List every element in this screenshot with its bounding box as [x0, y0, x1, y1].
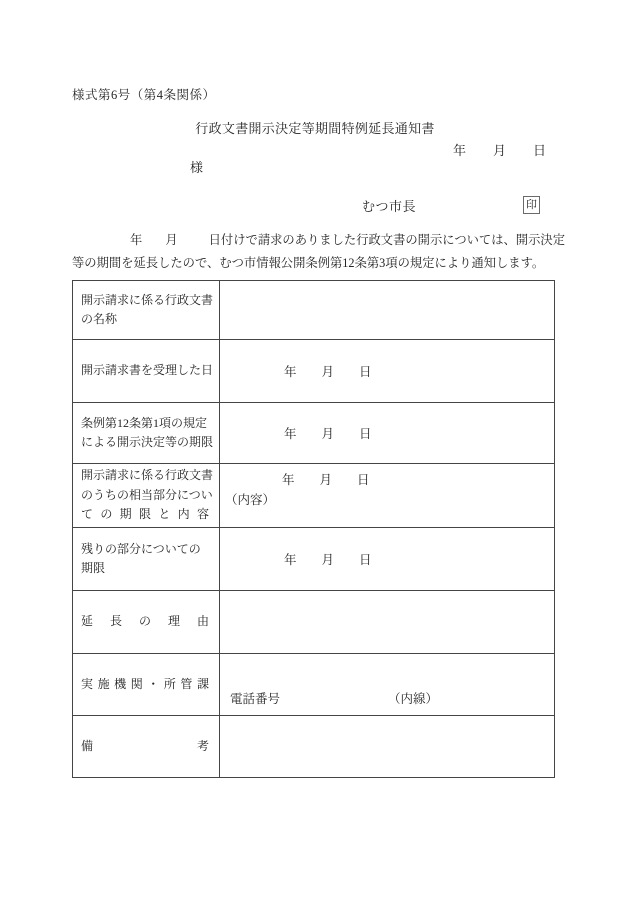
recipient-honorific: 様	[190, 160, 204, 175]
body-paragraph-line1-text: 日付けで請求のありました行政文書の開示については、開示決定	[208, 233, 565, 247]
partial-year-label: 年	[282, 473, 295, 487]
article12-date-blanks	[220, 424, 372, 442]
table-row-remaining-deadline	[73, 528, 554, 591]
extension-label: （内線）	[388, 692, 439, 706]
row-label-received-date: 開示請求書を受理した日	[73, 340, 220, 402]
seal-character: 印	[526, 199, 537, 211]
row-label-remaining-deadline: 残りの部分についての 期限	[73, 528, 220, 590]
remaining-month-label: 月	[321, 553, 335, 567]
row-label-remarks: 備 考	[73, 716, 220, 777]
issue-date-day-label: 日	[533, 143, 547, 158]
row-label-agency: 実 施 機 関 ・ 所 管 課	[73, 654, 220, 715]
row-label-partial-disclosure: 開示請求に係る行政文書 のうちの相当部分につい て の 期 限 と 内 容	[73, 464, 220, 527]
article12-month-label: 月	[321, 427, 335, 441]
form-table	[72, 280, 555, 778]
table-row-partial-disclosure	[73, 464, 554, 528]
row-value-partial-disclosure	[220, 464, 554, 527]
issuer-name: むつ市長	[362, 199, 417, 214]
row-label-extension-reason: 延 長 の 理 由	[73, 591, 220, 653]
remaining-day-label: 日	[359, 553, 372, 567]
row-label-document-name: 開示請求に係る行政文書 の名称	[73, 281, 220, 339]
table-row-extension-reason	[73, 591, 554, 654]
row-value-received-date	[220, 340, 554, 402]
row-value-extension-reason	[220, 591, 554, 653]
table-row-remarks	[73, 716, 554, 777]
partial-date-blanks	[220, 470, 554, 490]
table-row-article12-deadline	[73, 403, 554, 464]
body-paragraph	[72, 229, 612, 274]
form-number: 様式第6号（第4条関係）	[72, 88, 216, 102]
remaining-year-label: 年	[284, 553, 297, 567]
received-month-label: 月	[321, 365, 335, 379]
row-value-article12-deadline	[220, 403, 554, 463]
body-paragraph-line2: 等の期間を延長したので、むつ市情報公開条例第12条第3項の規定により通知します。	[72, 255, 545, 270]
row-value-remaining-deadline	[220, 528, 554, 590]
issue-date-line	[453, 140, 546, 159]
row-value-remarks	[220, 716, 554, 777]
body-paragraph-line1	[72, 229, 612, 252]
phone-line	[230, 689, 438, 707]
article12-year-label: 年	[284, 427, 297, 441]
issue-date-year-label: 年	[453, 143, 467, 158]
request-date-month-label: 月	[165, 233, 178, 247]
remaining-date-blanks	[220, 550, 372, 568]
issue-date-month-label: 月	[493, 143, 507, 158]
seal-stamp	[523, 196, 540, 214]
table-row-received-date	[73, 340, 554, 403]
row-value-document-name	[220, 281, 554, 339]
partial-content-label: （内容）	[225, 493, 276, 507]
request-date-year-label: 年	[130, 233, 143, 247]
partial-month-label: 月	[319, 473, 333, 487]
row-label-article12-deadline: 条例第12条第1項の規定 による開示決定等の期限	[73, 403, 220, 463]
partial-day-label: 日	[357, 473, 370, 487]
received-date-blanks	[220, 362, 372, 380]
table-row-document-name	[73, 281, 554, 340]
page-title: 行政文書開示決定等期間特例延長通知書	[195, 121, 435, 136]
article12-day-label: 日	[359, 427, 372, 441]
row-value-agency	[220, 654, 554, 715]
phone-number-label: 電話番号	[230, 692, 281, 706]
table-row-agency	[73, 654, 554, 716]
received-day-label: 日	[359, 365, 372, 379]
received-year-label: 年	[284, 365, 297, 379]
